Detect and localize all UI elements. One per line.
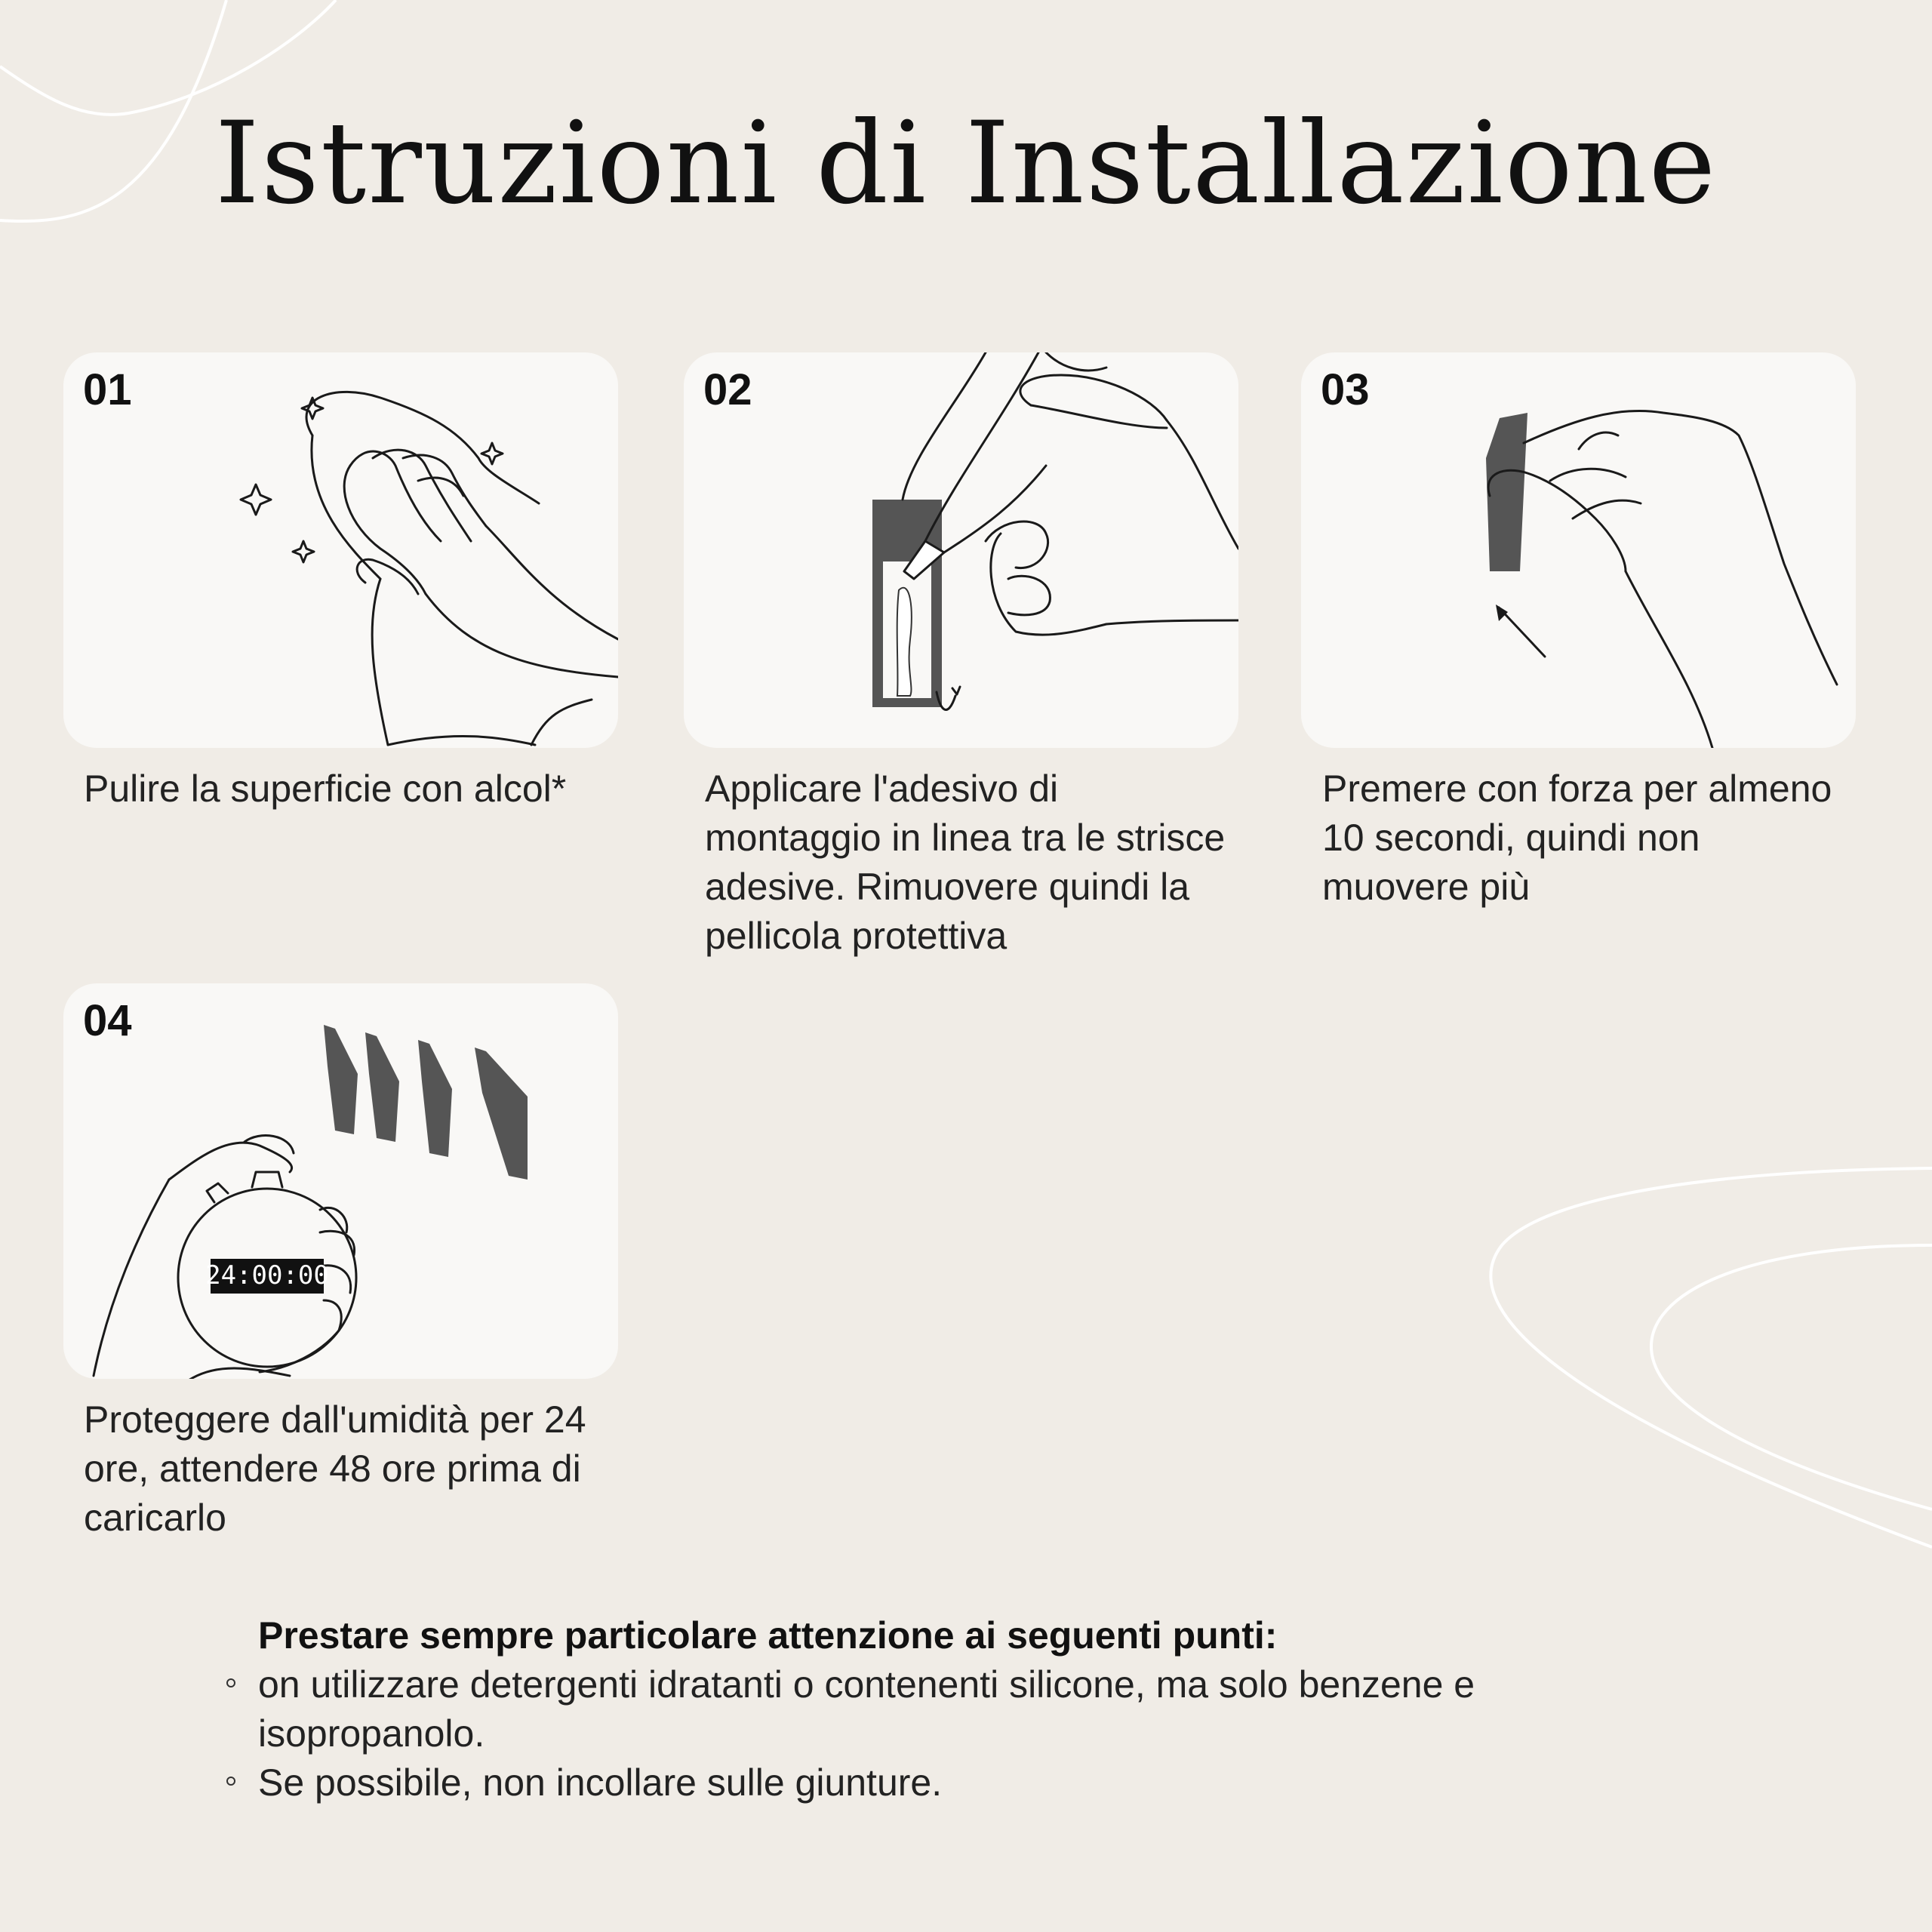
hand-wiping-cloth-icon (63, 352, 618, 748)
step-card-04 (63, 983, 618, 1379)
step-caption-01: Pulire la superficie con alcol* (84, 768, 567, 810)
step-card-02 (684, 352, 1238, 748)
step-card-03 (1301, 352, 1856, 748)
note-text: Se possibile, non incollare sulle giunture. (258, 1761, 943, 1804)
step-card-01 (63, 352, 618, 748)
step-caption-02: Applicare l'adesivo di montaggio in linea tra le strisce adesive. Rimuovere quindi la pellicola protettiva (705, 768, 1226, 957)
hand-applying-adhesive-icon (684, 352, 1238, 748)
step-number: 02 (703, 365, 752, 414)
step-number: 01 (83, 365, 132, 414)
step-caption-03: Premere con forza per almeno 10 secondi, quindi non muovere più (1322, 768, 1832, 908)
step-caption-04: Proteggere dall'umidità per 24 ore, attendere 48 ore prima di caricarlo (84, 1398, 586, 1539)
hand-pressing-hook-icon (1301, 352, 1856, 748)
step-number: 04 (83, 996, 132, 1045)
timer-display: 24:00:00 (205, 1260, 329, 1291)
note-text: on utilizzare detergenti idratanti o contenenti silicone, ma solo benzene e isopropanolo. (258, 1663, 1475, 1755)
note-item (258, 1660, 1692, 1758)
notes-heading: Prestare sempre particolare attenzione ai seguenti punti: (258, 1614, 1278, 1657)
stopwatch-hand-icon (63, 983, 618, 1379)
step-number: 03 (1321, 365, 1370, 414)
notes-list (258, 1660, 1692, 1807)
notes-section (258, 1611, 1692, 1807)
bullet-icon (226, 1678, 235, 1687)
bullet-icon (226, 1777, 235, 1786)
note-item (258, 1758, 1692, 1807)
page-title: Istruzioni di Installazione (214, 98, 1718, 229)
